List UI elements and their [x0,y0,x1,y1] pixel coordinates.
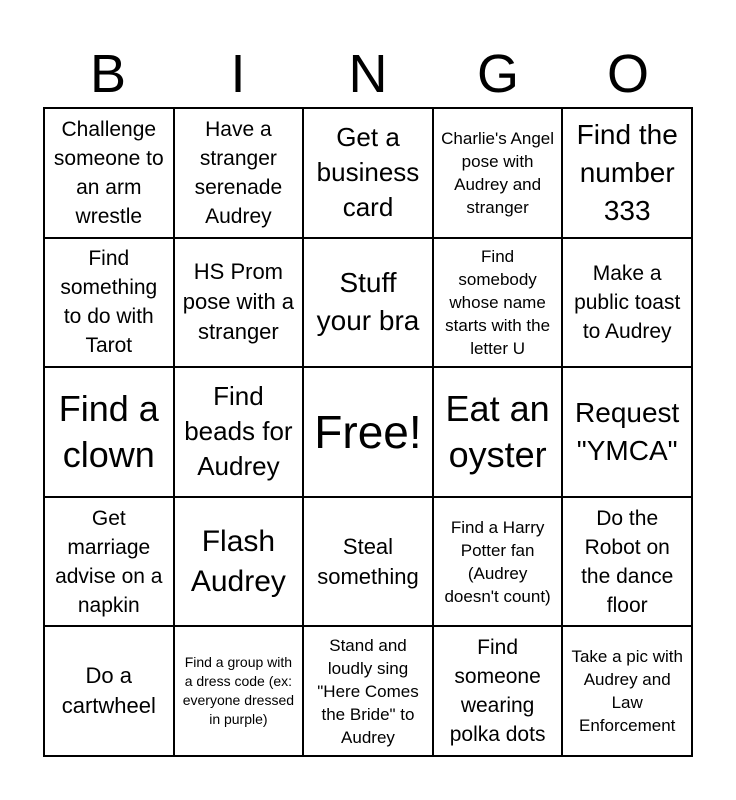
bingo-cell[interactable] [44,108,174,238]
bingo-cell[interactable] [174,108,304,238]
bingo-cell[interactable] [174,238,304,368]
header-letter-g: G [476,44,519,104]
cell-text: Find a Harry Potter fan (Audrey doesn't count) [444,517,551,606]
header-letter-n: N [348,44,388,104]
bingo-cell[interactable] [562,497,692,627]
bingo-cell[interactable] [303,238,433,368]
cell-text: Charlie's Angel pose with Audrey and stranger [441,128,555,217]
bingo-cell[interactable] [44,238,174,368]
cell-text: Do the Robot on the dance floor [581,506,674,617]
cell-text: Flash Audrey [190,524,286,598]
bingo-cell[interactable] [433,497,563,627]
bingo-cell[interactable] [433,108,563,238]
bingo-header [43,40,693,108]
bingo-cell[interactable] [433,367,563,497]
cell-text: Challenge someone to an arm wrestle [53,117,164,228]
bingo-cell[interactable] [303,626,433,756]
bingo-cell[interactable] [562,626,692,756]
cell-text: Eat an oyster [445,387,550,475]
cell-text: Get marriage advise on a napkin [55,506,163,617]
cell-text: Find the number 333 [576,118,678,226]
cell-text: Find a clown [58,387,159,475]
cell-text: Have a stranger serenade Audrey [194,117,283,228]
cell-text: Stand and loudly sing "Here Comes the Bride" to Audrey [317,635,419,747]
bingo-cell[interactable] [44,626,174,756]
bingo-cell[interactable] [303,108,433,238]
bingo-cell[interactable] [562,108,692,238]
bingo-cell[interactable] [562,238,692,368]
bingo-cell[interactable] [174,367,304,497]
cell-text: Find beads for Audrey [184,381,293,482]
cell-text: Find somebody whose name starts with the letter U [445,246,551,358]
header-letter-o: O [606,44,649,104]
bingo-cell[interactable] [174,626,304,756]
cell-text: Stuff your bra [316,267,420,337]
header-letter-i: I [230,44,246,104]
bingo-cell[interactable] [44,367,174,497]
cell-text: Take a pic with Audrey and Law Enforcement [571,647,683,736]
cell-text: Do a cartwheel [61,663,156,719]
cell-text: Find a group with a dress code (ex: everyone dressed in purple) [182,654,295,728]
bingo-cell[interactable] [433,626,563,756]
bingo-cell[interactable] [44,497,174,627]
bingo-grid [43,107,693,757]
cell-text: Request "YMCA" [575,396,680,466]
cell-text: Get a business card [316,122,420,223]
bingo-cell[interactable] [433,238,563,368]
cell-text: Find someone wearing polka dots [449,636,546,747]
cell-text: Steal something [317,533,419,589]
cell-text: Find something to do with Tarot [60,247,158,358]
cell-text: Make a public toast to Audrey [574,261,681,343]
bingo-cell[interactable] [303,497,433,627]
cell-text: Free! [314,405,422,458]
bingo-cell[interactable] [562,367,692,497]
free-space-cell[interactable] [303,367,433,497]
bingo-cell[interactable] [174,497,304,627]
header-letter-b: B [89,44,127,104]
cell-text: HS Prom pose with a stranger [182,259,295,345]
